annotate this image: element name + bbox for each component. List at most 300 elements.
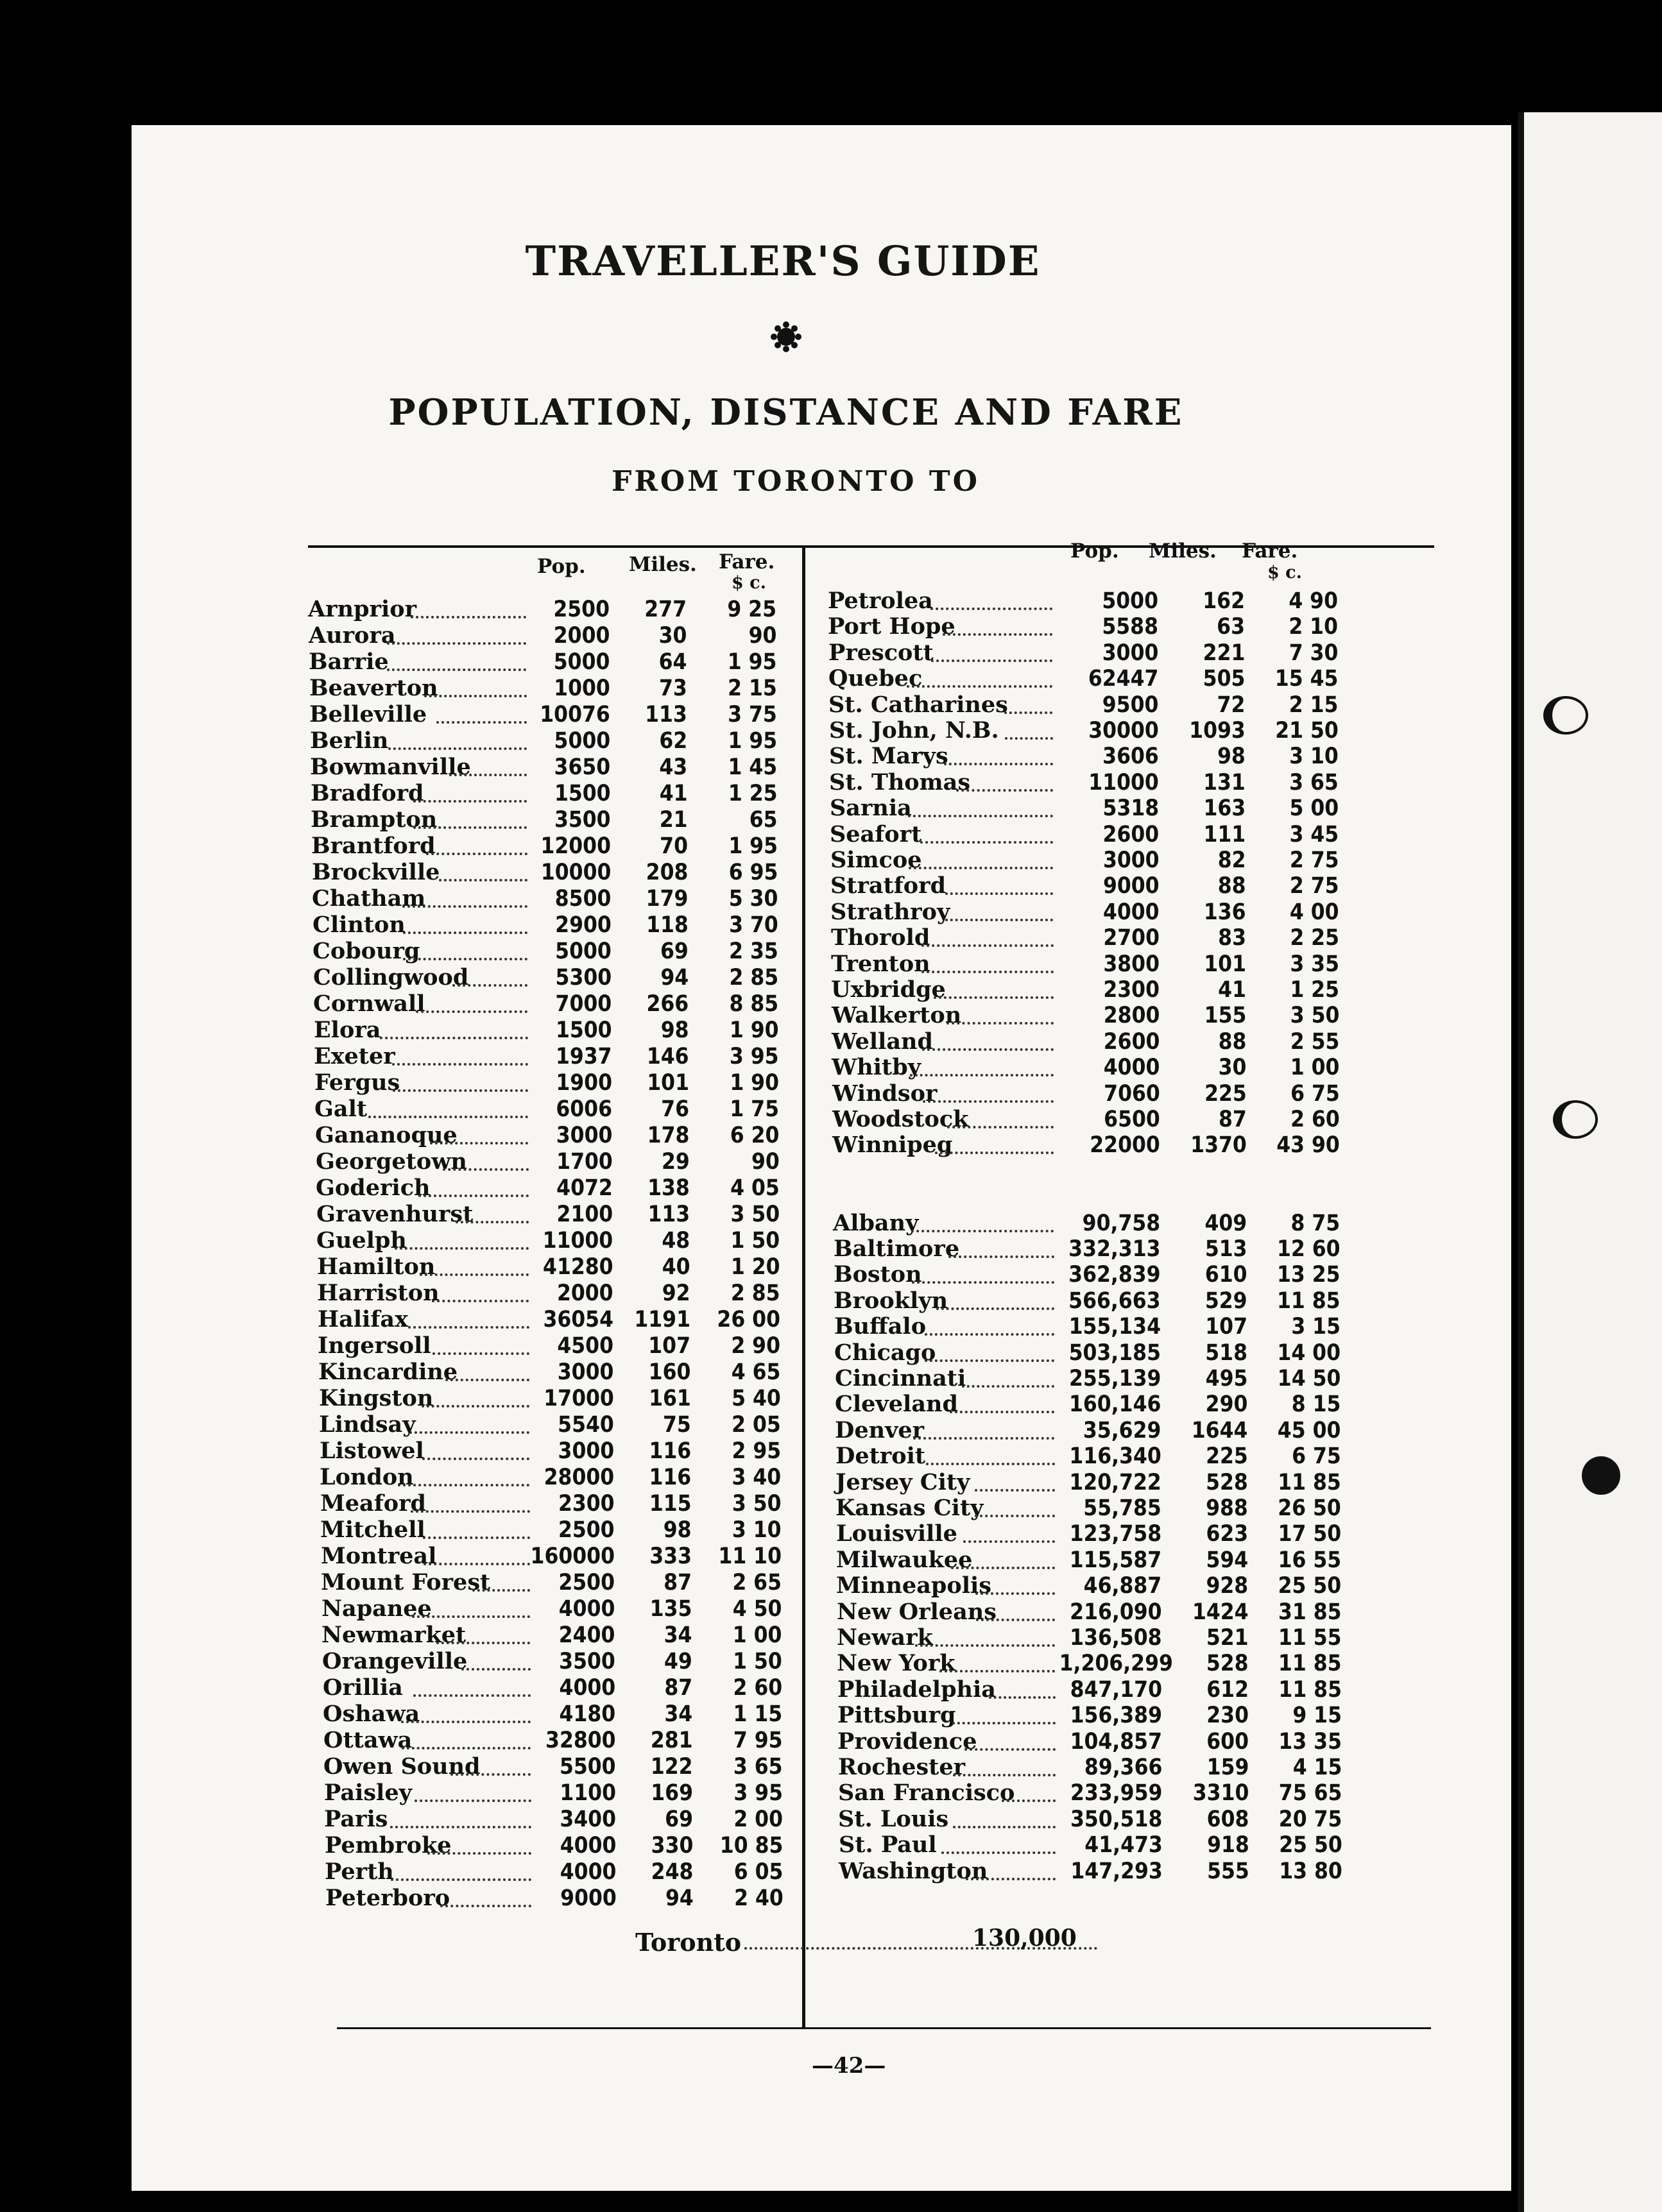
population-value: 9000: [1102, 873, 1160, 899]
place-name: Aurora: [309, 622, 396, 649]
population-value: 3000: [556, 1123, 613, 1148]
fare-value: 2 60: [1290, 1107, 1340, 1132]
miles-value: 131: [1203, 770, 1246, 795]
place-name: Welland: [832, 1028, 933, 1055]
ornament-icon: [770, 321, 802, 353]
population-value: 11000: [1088, 770, 1159, 795]
leader-dots: [956, 789, 1053, 792]
fare-value: 2 85: [730, 1280, 780, 1306]
miles-value: 113: [645, 702, 687, 727]
place-name: St. Paul: [839, 1832, 937, 1858]
fare-value: 10 85: [719, 1833, 784, 1859]
fare-value: 8 75: [1290, 1211, 1341, 1236]
fare-value: 1 50: [733, 1649, 782, 1674]
fare-value: 2 40: [734, 1885, 784, 1911]
population-value: 2400: [558, 1622, 615, 1648]
miles-value: 333: [649, 1544, 692, 1569]
table-bottom-rule: [337, 2027, 1431, 2029]
place-name: St. Louis: [838, 1806, 949, 1832]
miles-value: 225: [1206, 1443, 1248, 1469]
miles-value: 290: [1205, 1391, 1248, 1417]
fare-value: 3 40: [732, 1465, 782, 1490]
leader-dots: [976, 1619, 1055, 1621]
place-name: Meaford: [320, 1490, 427, 1517]
fare-value: 90: [748, 623, 777, 649]
miles-value: 225: [1204, 1081, 1247, 1107]
fare-value: 14 50: [1277, 1366, 1341, 1391]
population-value: 1700: [556, 1149, 613, 1175]
place-name: Windsor: [832, 1080, 938, 1107]
fare-value: 7 30: [1289, 640, 1339, 666]
fare-value: 3 65: [733, 1754, 783, 1780]
miles-value: 88: [1218, 1029, 1247, 1055]
fare-value: 3 10: [732, 1517, 782, 1543]
fare-value: 1 50: [730, 1228, 780, 1254]
population-value: 10000: [540, 860, 612, 885]
population-value: 3000: [558, 1438, 615, 1464]
miles-value: 87: [664, 1675, 693, 1701]
population-value: 1500: [555, 1017, 612, 1043]
population-value: 5000: [555, 939, 612, 964]
miles-value: 518: [1205, 1340, 1247, 1366]
population-value: 7060: [1104, 1081, 1160, 1107]
population-value: 2000: [556, 1280, 613, 1306]
place-name: Galt: [314, 1096, 368, 1122]
miles-value: 163: [1203, 795, 1246, 821]
place-name: Fergus: [314, 1069, 400, 1096]
leader-dots: [915, 1644, 1055, 1647]
fare-value: 1 25: [1290, 977, 1339, 1003]
miles-value: 555: [1207, 1859, 1249, 1884]
miles-value: 34: [664, 1701, 693, 1727]
population-value: 120,722: [1069, 1470, 1161, 1495]
place-name: Halifax: [318, 1306, 408, 1332]
leader-dots: [922, 1048, 1054, 1051]
miles-value: 92: [662, 1280, 690, 1306]
fare-value: 4 65: [731, 1359, 781, 1385]
leader-dots: [1005, 737, 1053, 740]
miles-value: 495: [1205, 1366, 1248, 1391]
population-value: 1100: [560, 1780, 616, 1806]
place-name: London: [320, 1464, 414, 1490]
population-value: 2300: [558, 1491, 615, 1517]
fare-value: 9 25: [727, 597, 776, 622]
leader-dots: [402, 1747, 531, 1749]
miles-value: 1424: [1192, 1599, 1249, 1625]
place-name: Berlin: [310, 727, 389, 754]
fare-value: 3 50: [730, 1202, 780, 1227]
leader-dots: [368, 1116, 528, 1118]
population-value: 11000: [542, 1228, 613, 1254]
place-name: Orangeville: [322, 1648, 468, 1674]
population-value: 350,518: [1070, 1807, 1163, 1832]
leader-dots: [923, 1100, 1054, 1103]
leader-dots: [909, 867, 1053, 869]
place-name: Elora: [314, 1017, 381, 1043]
leader-dots: [975, 1515, 1055, 1517]
fare-value: 20 75: [1278, 1807, 1342, 1832]
fare-value: 2 75: [1289, 873, 1339, 899]
place-name: Chicago: [834, 1340, 936, 1366]
miles-value: 528: [1206, 1470, 1248, 1495]
miles-value: 83: [1218, 925, 1246, 951]
fare-value: 6 05: [733, 1859, 784, 1885]
place-name: Pittsburg: [837, 1702, 956, 1728]
place-name: Paris: [324, 1806, 388, 1832]
place-name: Newmarket: [321, 1622, 467, 1648]
fare-value: 3 95: [733, 1780, 783, 1806]
place-name: Harriston: [317, 1280, 440, 1306]
leader-dots: [953, 1774, 1056, 1776]
miles-value: 41: [659, 781, 688, 806]
miles-value: 34: [664, 1622, 692, 1648]
fare-value: 3 70: [729, 912, 778, 938]
place-name: Kansas City: [835, 1495, 984, 1521]
leader-dots: [913, 1437, 1054, 1440]
fare-value: 11 85: [1278, 1470, 1341, 1495]
population-value: 104,857: [1070, 1729, 1162, 1755]
leader-dots: [393, 1089, 528, 1092]
miles-value: 160: [648, 1359, 691, 1385]
population-value: 10076: [540, 702, 610, 727]
population-value: 4072: [556, 1175, 613, 1201]
miles-value: 70: [660, 833, 688, 859]
header-miles-left: Miles.: [629, 553, 697, 576]
place-name: Sarnia: [830, 795, 912, 821]
miles-value: 88: [1217, 873, 1246, 899]
population-value: 9000: [560, 1885, 617, 1911]
leader-dots: [941, 1851, 1056, 1854]
place-name: Quebec: [828, 665, 923, 692]
binder-spine-line: [1518, 112, 1524, 2212]
miles-value: 208: [646, 860, 689, 885]
population-value: 3500: [554, 807, 611, 833]
leader-dots: [925, 1333, 1054, 1336]
place-name: Newark: [837, 1624, 933, 1651]
population-value: 5000: [1102, 588, 1158, 614]
population-value: 5540: [558, 1412, 614, 1438]
place-name: Peterboro: [325, 1885, 450, 1911]
fare-value: 2 65: [732, 1570, 782, 1595]
leader-dots: [963, 1540, 1055, 1543]
population-value: 5000: [553, 649, 610, 675]
miles-value: 513: [1204, 1236, 1247, 1262]
fare-value: 3 35: [1290, 951, 1339, 977]
place-name: Bowmanville: [310, 754, 471, 780]
miles-value: 98: [663, 1517, 692, 1543]
place-name: San Francisco: [838, 1780, 1015, 1806]
population-value: 116,340: [1069, 1443, 1161, 1469]
fare-value: 65: [749, 807, 778, 833]
leader-dots: [989, 1696, 1056, 1699]
from-line: FROM TORONTO TO: [612, 465, 980, 498]
place-name: Brockville: [312, 859, 440, 885]
miles-value: 155: [1204, 1003, 1247, 1028]
population-value: 4000: [1103, 1055, 1160, 1080]
page-subtitle: POPULATION, DISTANCE AND FARE: [388, 391, 1184, 434]
fare-value: 5 30: [728, 886, 778, 912]
miles-value: 72: [1217, 692, 1246, 718]
place-name: Buffalo: [834, 1313, 927, 1340]
fare-value: 1 95: [727, 649, 777, 675]
miles-value: 115: [649, 1491, 692, 1517]
fare-value: 31 85: [1278, 1599, 1342, 1625]
miles-value: 82: [1217, 847, 1246, 873]
place-name: Oshawa: [323, 1701, 420, 1727]
population-value: 35,629: [1083, 1418, 1161, 1443]
leader-dots: [947, 1126, 1054, 1128]
miles-value: 505: [1203, 666, 1246, 692]
fare-value: 21 50: [1275, 718, 1339, 744]
place-name: Brooklyn: [834, 1288, 948, 1314]
leader-dots: [975, 1489, 1055, 1492]
fare-value: 16 55: [1278, 1547, 1342, 1573]
population-value: 4000: [559, 1675, 616, 1701]
miles-value: 116: [649, 1465, 692, 1490]
population-value: 30000: [1088, 718, 1159, 744]
population-value: 503,185: [1068, 1340, 1161, 1366]
place-name: Clinton: [313, 912, 406, 938]
population-value: 2000: [553, 623, 610, 649]
leader-dots: [390, 1826, 531, 1828]
place-name: St. John, N.B.: [829, 717, 999, 744]
place-name: St. Thomas: [829, 769, 971, 795]
population-value: 2600: [1103, 1029, 1160, 1055]
miles-value: 63: [1217, 614, 1245, 640]
place-name: Goderich: [316, 1175, 431, 1201]
place-name: Gravenhurst: [316, 1201, 474, 1227]
place-name: Beaverton: [309, 675, 438, 701]
miles-value: 21: [659, 807, 688, 833]
place-name: Orillia: [323, 1674, 403, 1701]
place-name: Trenton: [831, 951, 930, 977]
miles-value: 30: [658, 623, 687, 649]
fare-value: 7 95: [733, 1728, 783, 1753]
miles-value: 62: [659, 728, 688, 754]
fare-value: 4 05: [730, 1175, 780, 1201]
leader-dots: [395, 1247, 529, 1250]
miles-value: 330: [651, 1833, 694, 1859]
fare-value: 2 75: [1289, 847, 1339, 873]
population-value: 2500: [558, 1517, 615, 1543]
place-name: New Orleans: [837, 1599, 997, 1625]
fare-value: 1 95: [728, 728, 778, 754]
miles-value: 107: [648, 1333, 690, 1359]
header-pop-left: Pop.: [537, 555, 586, 578]
place-name: Detroit: [835, 1443, 926, 1469]
population-value: 5000: [554, 728, 611, 754]
population-value: 2600: [1102, 822, 1160, 847]
header-fare-units-left: $ c.: [732, 573, 767, 593]
place-name: Montreal: [321, 1543, 437, 1569]
leader-dots: [921, 944, 1054, 947]
fare-value: 11 85: [1277, 1288, 1341, 1314]
population-value: 55,785: [1083, 1495, 1161, 1521]
leader-dots: [945, 919, 1053, 921]
fare-value: 3 15: [1291, 1314, 1341, 1340]
miles-value: 29: [661, 1149, 690, 1175]
miles-value: 116: [649, 1438, 692, 1464]
place-name: Mitchell: [320, 1517, 425, 1543]
fare-value: 1 20: [730, 1254, 780, 1280]
population-value: 3000: [1102, 640, 1159, 666]
miles-value: 122: [650, 1754, 693, 1780]
place-name: Thorold: [831, 924, 930, 951]
leader-dots: [945, 892, 1053, 895]
miles-value: 248: [651, 1859, 694, 1885]
toronto-label: Toronto: [635, 1928, 742, 1957]
place-name: Petrolea: [828, 588, 933, 614]
miles-value: 179: [646, 886, 689, 912]
leader-dots: [948, 1255, 1054, 1258]
place-name: Strathroy: [830, 899, 950, 925]
population-value: 156,389: [1070, 1703, 1162, 1728]
place-name: Kingston: [319, 1385, 434, 1411]
fare-value: 11 10: [718, 1544, 782, 1569]
leader-dots: [936, 1307, 1054, 1310]
header-fare-units-right: $ c.: [1267, 563, 1303, 583]
fare-value: 3 50: [732, 1491, 782, 1517]
place-name: Jersey City: [835, 1469, 970, 1495]
population-value: 115,587: [1069, 1547, 1162, 1573]
binder-edge: [1518, 112, 1662, 2212]
population-value: 41,473: [1084, 1832, 1163, 1858]
miles-value: 101: [647, 1070, 689, 1096]
fare-value: 2 05: [732, 1412, 781, 1438]
population-value: 22000: [1090, 1132, 1160, 1158]
place-name: Napanee: [321, 1595, 432, 1622]
fare-value: 13 25: [1277, 1262, 1341, 1288]
leader-dots: [387, 668, 526, 671]
fare-value: 6 20: [730, 1123, 780, 1148]
fare-value: 2 60: [733, 1675, 783, 1701]
place-name: Seafort: [830, 821, 922, 847]
leader-dots: [392, 1063, 528, 1066]
header-fare-left: Fare.: [719, 550, 775, 574]
fare-value: 2 90: [731, 1333, 780, 1359]
fare-value: 25 50: [1278, 1573, 1342, 1599]
place-name: Philadelphia: [837, 1676, 996, 1703]
miles-value: 69: [665, 1807, 693, 1832]
fare-value: 1 75: [730, 1096, 779, 1122]
miles-value: 409: [1204, 1211, 1247, 1236]
place-name: Simcoe: [830, 847, 922, 873]
miles-value: 94: [665, 1885, 694, 1911]
place-name: Prescott: [828, 640, 934, 666]
miles-value: 107: [1205, 1314, 1247, 1340]
fare-value: 4 90: [1289, 588, 1338, 614]
fare-value: 4 00: [1289, 899, 1339, 925]
fare-value: 5 00: [1289, 795, 1339, 821]
fare-value: 2 35: [729, 939, 778, 964]
place-name: Belleville: [309, 701, 427, 727]
miles-value: 528: [1206, 1651, 1249, 1676]
population-value: 4000: [560, 1833, 617, 1859]
population-value: 3000: [557, 1359, 614, 1385]
fare-value: 26 50: [1278, 1495, 1341, 1521]
leader-dots: [944, 763, 1053, 765]
miles-value: 221: [1203, 640, 1246, 666]
leader-dots: [908, 815, 1053, 817]
population-value: 2300: [1103, 977, 1160, 1003]
fare-value: 45 00: [1277, 1418, 1341, 1443]
page-number: —42—: [812, 2053, 886, 2079]
miles-value: 48: [662, 1228, 690, 1254]
fare-value: 8 85: [729, 991, 779, 1017]
population-value: 5318: [1102, 795, 1160, 821]
miles-value: 3310: [1192, 1780, 1249, 1806]
place-name: Gananoque: [315, 1122, 458, 1148]
fare-value: 2 00: [733, 1807, 783, 1832]
place-name: Brantford: [311, 833, 436, 859]
miles-value: 1644: [1191, 1418, 1248, 1443]
population-value: 362,839: [1068, 1262, 1161, 1288]
miles-value: 1370: [1190, 1132, 1247, 1158]
fare-value: 3 75: [728, 702, 777, 727]
miles-value: 69: [660, 939, 689, 964]
miles-value: 73: [658, 676, 687, 701]
population-value: 62447: [1088, 666, 1159, 692]
population-value: 332,313: [1068, 1236, 1161, 1262]
fare-value: 2 85: [729, 965, 779, 991]
place-name: Port Hope: [828, 613, 955, 640]
miles-value: 608: [1206, 1807, 1249, 1832]
miles-value: 87: [664, 1570, 692, 1595]
fare-value: 3 65: [1289, 770, 1339, 795]
fare-value: 4 15: [1292, 1755, 1342, 1780]
leader-dots: [953, 1826, 1056, 1828]
fare-value: 43 90: [1276, 1132, 1340, 1158]
miles-value: 146: [646, 1044, 689, 1069]
place-name: Brampton: [311, 806, 438, 833]
miles-value: 988: [1206, 1495, 1248, 1521]
miles-value: 169: [651, 1780, 693, 1806]
place-name: Minneapolis: [836, 1572, 991, 1599]
fare-value: 1 90: [730, 1070, 779, 1096]
fare-value: 1 00: [1290, 1055, 1340, 1080]
miles-value: 623: [1206, 1521, 1249, 1547]
leader-dots: [907, 685, 1052, 688]
miles-value: 138: [647, 1175, 690, 1201]
fare-value: 6 75: [1290, 1081, 1340, 1107]
population-value: 5500: [559, 1754, 616, 1780]
place-name: Listowel: [320, 1438, 424, 1464]
leader-dots: [391, 1878, 531, 1881]
place-name: Bradford: [311, 780, 424, 806]
fare-value: 6 95: [728, 860, 778, 885]
fare-value: 13 80: [1279, 1859, 1342, 1884]
leader-dots: [921, 971, 1054, 973]
leader-dots: [930, 608, 1052, 610]
population-value: 1900: [556, 1070, 612, 1096]
place-name: Paisley: [324, 1780, 412, 1806]
punch-hole: [1543, 696, 1588, 735]
population-value: 4180: [559, 1701, 616, 1727]
fare-value: 9 15: [1292, 1703, 1342, 1728]
place-name: Ingersoll: [318, 1332, 431, 1359]
leader-dots: [966, 1878, 1056, 1880]
place-name: Ottawa: [323, 1727, 413, 1753]
population-value: 2800: [1103, 1003, 1160, 1028]
header-pop-right: Pop.: [1070, 540, 1119, 563]
place-name: Rochester: [838, 1754, 966, 1780]
population-value: 147,293: [1070, 1859, 1163, 1884]
miles-value: 529: [1204, 1288, 1247, 1314]
fare-value: 3 45: [1289, 822, 1339, 847]
miles-value: 281: [650, 1728, 693, 1753]
leader-dots: [951, 1567, 1055, 1569]
fare-value: 12 60: [1277, 1236, 1341, 1262]
